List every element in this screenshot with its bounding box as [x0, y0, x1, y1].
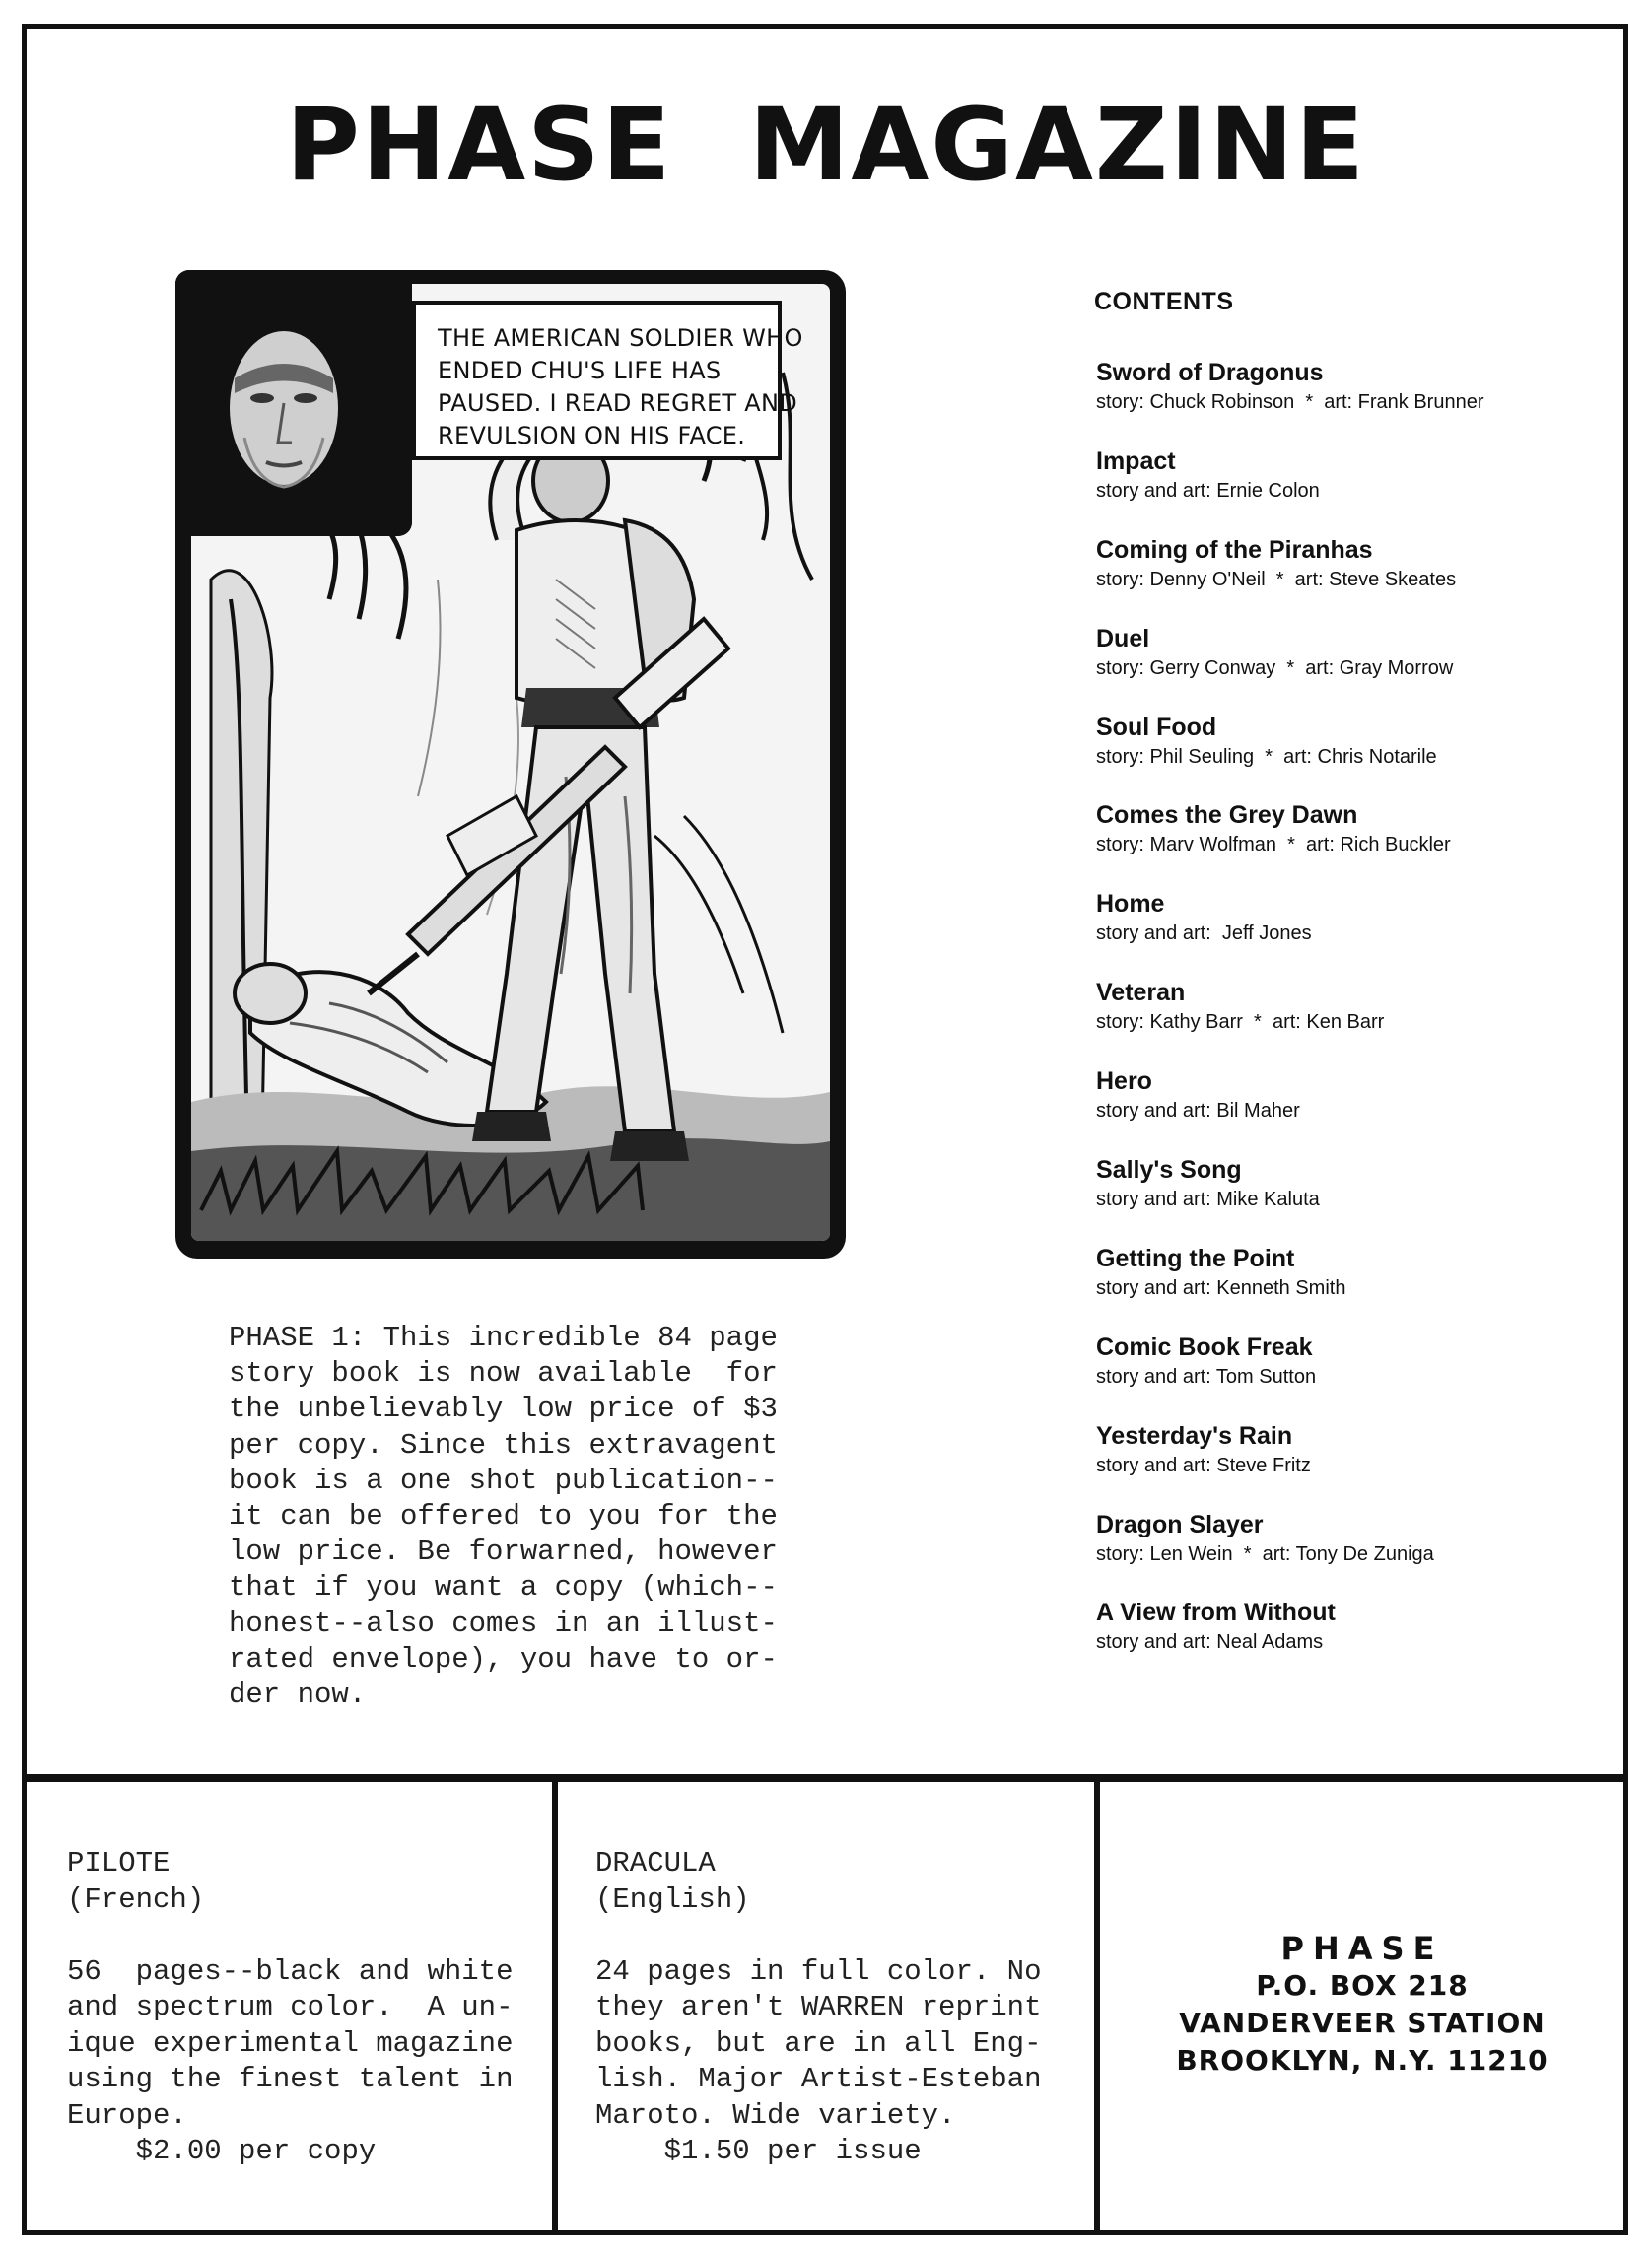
story-title: Sally's Song	[1096, 1156, 1242, 1185]
story-credit: story: Phil Seuling * art: Chris Notarile	[1096, 745, 1437, 768]
contents-entry	[1096, 977, 1609, 1065]
face-inset	[175, 270, 412, 536]
address-name: PHASE	[1280, 1930, 1444, 1967]
story-credit: story: Denny O'Neil * art: Steve Skeates	[1096, 568, 1457, 590]
contents-entry	[1096, 1420, 1609, 1509]
contents-entry	[1096, 1243, 1609, 1332]
contents-entry	[1096, 357, 1609, 445]
mailing-address	[1106, 1930, 1618, 2080]
contents-entry	[1096, 1332, 1609, 1420]
story-title: Getting the Point	[1096, 1244, 1295, 1272]
page-title: PHASE MAGAZINE	[286, 87, 1366, 204]
address-line-2: VANDERVEER STATION	[1179, 2007, 1546, 2039]
story-title: Duel	[1096, 624, 1150, 652]
pilote-ad: PILOTE (French) 56 pages--black and white and spectrum color. A un- ique experimental magazine using the finest talent in Europe. $2.00 per copy	[67, 1847, 514, 2167]
story-title: Comes the Grey Dawn	[1096, 801, 1358, 830]
story-credit: story and art: Ernie Colon	[1096, 479, 1320, 502]
comic-caption-box	[412, 301, 803, 460]
story-credit: story and art: Mike Kaluta	[1096, 1189, 1320, 1211]
story-title: Hero	[1096, 1067, 1152, 1096]
story-credit: story and art: Neal Adams	[1096, 1631, 1324, 1654]
contents-entry	[1096, 1154, 1609, 1243]
contents-list	[1096, 357, 1609, 1685]
story-credit: story and art: Kenneth Smith	[1096, 1276, 1346, 1299]
story-title: Impact	[1096, 446, 1176, 475]
contents-entry	[1096, 623, 1609, 712]
story-title: Veteran	[1096, 979, 1186, 1007]
story-title: Coming of the Piranhas	[1096, 535, 1373, 564]
story-title: Dragon Slayer	[1096, 1510, 1264, 1538]
contents-entry	[1096, 799, 1609, 888]
dracula-ad: DRACULA (English) 24 pages in full color. No they aren't WARREN reprint books, but are in all Eng- lish. Major Artist-Esteban Maroto. Wide variety. $1.50 per issue	[595, 1847, 1042, 2167]
column-divider-1	[552, 1774, 558, 2235]
column-divider-2	[1094, 1774, 1100, 2235]
story-credit: story: Chuck Robinson * art: Frank Brunner	[1096, 391, 1484, 413]
contents-entry	[1096, 445, 1609, 534]
address-line-1: P.O. BOX 218	[1256, 1969, 1469, 2002]
story-credit: story: Gerry Conway * art: Gray Morrow	[1096, 656, 1454, 679]
contents-entry	[1096, 1065, 1609, 1154]
story-title: A View from Without	[1096, 1599, 1336, 1627]
story-title: Soul Food	[1096, 713, 1217, 741]
contents-entry	[1096, 1509, 1609, 1598]
phase-description: PHASE 1: This incredible 84 page story book is now available for the unbelievably low price of $3 per copy. Since this extravagent book is a one shot publication-- it can be offered to you for the low price. Be forwarned, however that if you want a copy (which-- honest--also comes in an illust- rated envelope), you have to or- der now.	[229, 1322, 778, 1712]
story-credit: story and art: Steve Fritz	[1096, 1454, 1311, 1476]
story-credit: story: Kathy Barr * art: Ken Barr	[1096, 1011, 1385, 1034]
contents-entry	[1096, 888, 1609, 977]
story-credit: story and art: Jeff Jones	[1096, 922, 1312, 945]
story-credit: story: Marv Wolfman * art: Rich Buckler	[1096, 834, 1451, 856]
story-credit: story and art: Bil Maher	[1096, 1100, 1300, 1123]
story-title: Sword of Dragonus	[1096, 359, 1324, 386]
story-credit: story and art: Tom Sutton	[1096, 1365, 1317, 1388]
contents-entry	[1096, 1597, 1609, 1685]
contents-entry	[1096, 534, 1609, 623]
bottom-section-divider	[22, 1774, 1628, 1782]
story-title: Yesterday's Rain	[1096, 1421, 1293, 1450]
story-title: Home	[1096, 890, 1165, 919]
contents-entry	[1096, 712, 1609, 800]
story-title: Comic Book Freak	[1096, 1332, 1313, 1361]
story-credit: story: Len Wein * art: Tony De Zuniga	[1096, 1542, 1434, 1565]
address-line-3: BROOKLYN, N.Y. 11210	[1176, 2044, 1549, 2077]
face-portrait-image	[175, 270, 412, 536]
comic-caption-text: THE AMERICAN SOLDIER WHO ENDED CHU'S LIFE HAS PAUSED. I READ REGRET AND REVULSION ON HIS FACE.	[438, 324, 803, 449]
contents-heading: CONTENTS	[1094, 288, 1234, 315]
